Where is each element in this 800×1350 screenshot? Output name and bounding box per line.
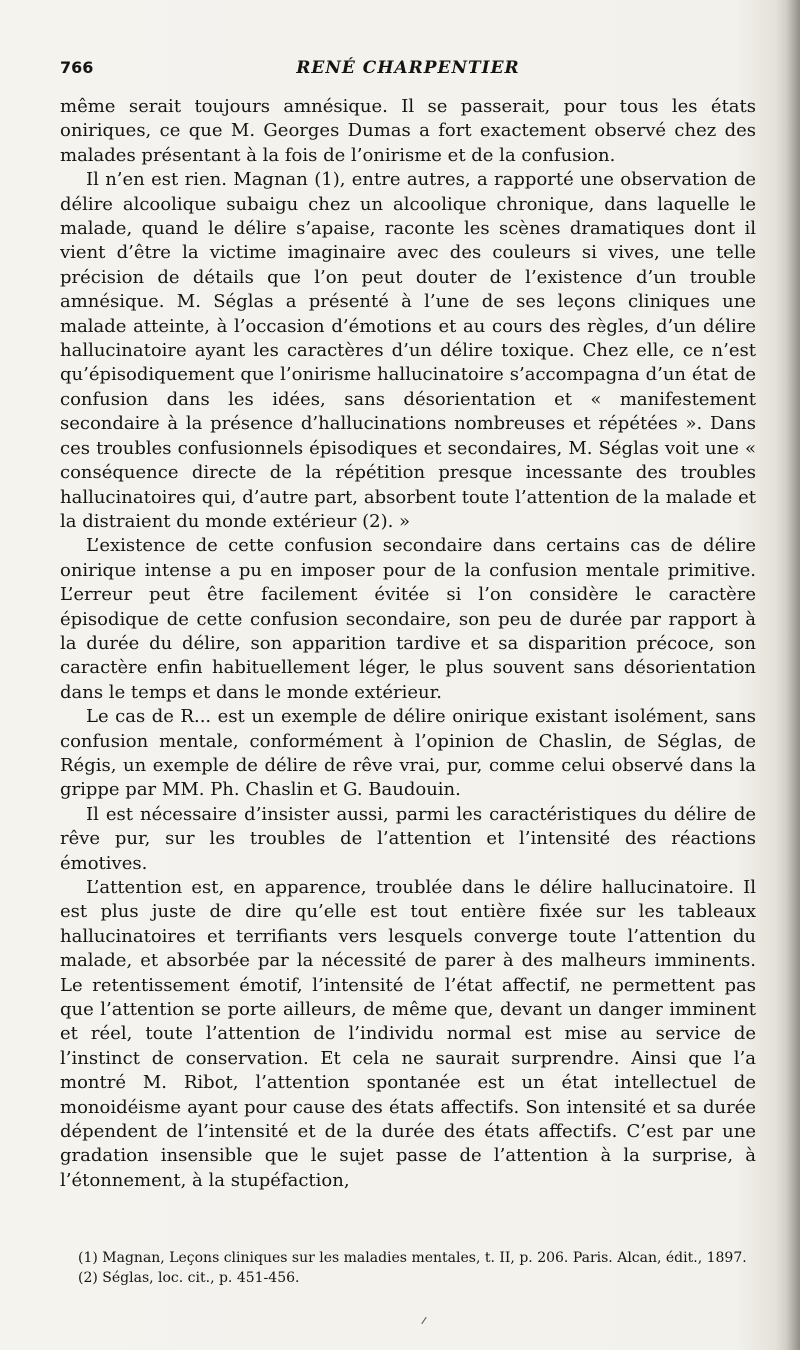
footnote-2: (2) Séglas, loc. cit., p. 451-456. bbox=[78, 1270, 300, 1286]
stray-pencil-mark bbox=[421, 1317, 426, 1324]
running-head bbox=[60, 58, 756, 84]
paragraph: Il n’en est rien. Magnan (1), entre autres, a rapporté une observation de délire alcoolique subaigu chez un alcoolique chronique, dans laquelle le malade, quand le délire s’apaise, raconte les scènes dramatiques dont il vient d’être la victime imaginaire avec des couleurs si vives, une telle précision de détails que l’on peut douter de l’existence d’un trouble amnésique. M. Séglas a présenté à l’une de ses leçons cliniques une malade atteinte, à l’occasion d’émotions et au cours des règles, d’un délire hallucinatoire ayant les caractères d’un délire toxique. Chez elle, ce n’est qu’épisodiquement que l’onirisme hallucinatoire s’accompagna d’un état de confusion dans les idées, sans désorientation et « manifestement secondaire à la présence d’hallucinations nombreuses et répétées ». Dans ces troubles confusionnels épisodiques et secondaires, M. Séglas voit une « conséquence directe de la répétition presque incessante des troubles hallucinatoires qui, d’autre part, absorbent toute l’attention de la malade et la distraient du monde extérieur (2). » bbox=[60, 169, 756, 532]
footnotes bbox=[60, 1248, 756, 1288]
paragraph: L’attention est, en apparence, troublée dans le délire hallucinatoire. Il est plus juste de dire qu’elle est tout entière fixée sur les tableaux hallucinatoires et terrifiants vers lesquels converge toute l’attention du malade, et absorbée par la nécessité de parer à des malheurs imminents. Le retentissement émotif, l’intensité de l’état affectif, ne permettent pas que l’attention se porte ailleurs, de même que, devant un danger imminent et réel, toute l’attention de l’individu normal est mise au service de l’instinct de conservation. Et cela ne saurait surprendre. Ainsi que l’a montré M. Ribot, l’attention spontanée est un état intellectuel de monoidéisme ayant pour cause des états affectifs. Son intensité et sa durée dépendent de l’intensité et de la durée des états affectifs. C’est par une gradation insensible que le sujet passe de l’attention à la surprise, à l’étonnement, à la stupéfaction, bbox=[60, 877, 756, 1191]
footnote-1: (1) Magnan, Leçons cliniques sur les maladies mentales, t. II, p. 206. Paris. Alcan, édit., 1897. bbox=[78, 1250, 747, 1266]
paragraph: même serait toujours amnésique. Il se passerait, pour tous les états oniriques, ce que M. Georges Dumas a fort exactement observé chez des malades présentant à la fois de l’onirisme et de la confusion. bbox=[60, 96, 756, 166]
page-number: 766 bbox=[60, 58, 94, 77]
paragraph: L’existence de cette confusion secondaire dans certains cas de délire onirique intense a pu en imposer pour de la confusion mentale primitive. L’erreur peut être facilement évitée si l’on considère le caractère épisodique de cette confusion secondaire, son peu de durée par rapport à la durée du délire, son apparition tardive et sa disparition précoce, son caractère enfin habituellement léger, le plus souvent sans désorientation dans le temps et dans le monde extérieur. bbox=[60, 535, 756, 703]
paragraph: Le cas de R... est un exemple de délire onirique existant isolément, sans confusion mentale, conformément à l’opinion de Chaslin, de Séglas, de Régis, un exemple de délire de rêve vrai, pur, comme celui observé dans la grippe par MM. Ph. Chaslin et G. Baudouin. bbox=[60, 706, 756, 801]
page-edge-shadow bbox=[786, 0, 800, 1350]
body-text bbox=[60, 95, 756, 1193]
paragraph: Il est nécessaire d’insister aussi, parmi les caractéristiques du délire de rêve pur, sur les troubles de l’attention et l’intensité des réactions émotives. bbox=[60, 803, 756, 874]
running-title: RENÉ CHARPENTIER bbox=[296, 58, 520, 78]
